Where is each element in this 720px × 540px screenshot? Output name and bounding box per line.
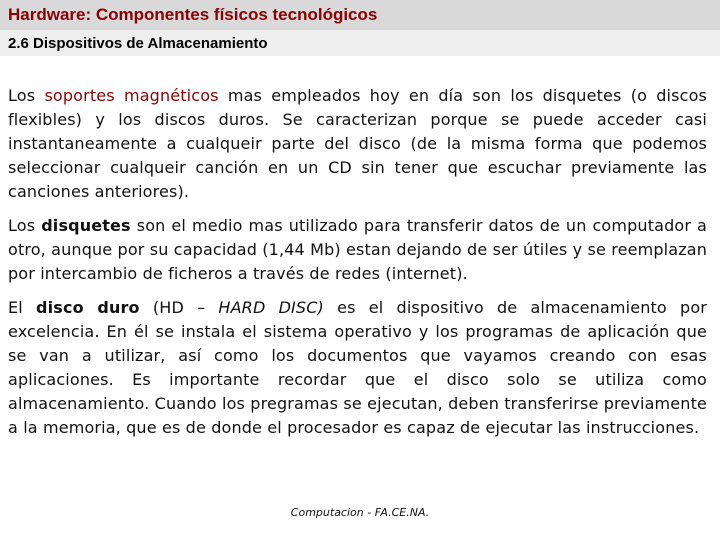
highlighted-term: soportes magnéticos: [44, 86, 219, 105]
paragraph-lead: Los: [8, 86, 45, 105]
italic-term: HARD DISC): [218, 298, 324, 317]
paragraph-text: es el dispositivo de almacenamiento por excelencia. En él se instala el sistema operativo y los programas de aplicación que se van a utilizar, así como los documentos que vayamos creando con esas aplicaciones. Es importante recordar que el disco solo se utiliza como almacenamiento. Cuando los pregramas se ejecutan, deben transferirse previamente a la memoria, que es de donde el procesador es capaz de ejecutar las instrucciones.: [8, 298, 708, 437]
footer-text: Computacion - FA.CE.NA.: [290, 506, 430, 519]
paragraph-text: mas empleados hoy en día son los disquetes (o discos flexibles) y los discos duros. Se caracterizan porque se puede acceder casi instantaneamente a cualqueir parte del disco (de la misma forma que podemos seleccionar cualqueir canción en un CD sin tener que escuchar previamente las canciones anteriores).: [8, 86, 708, 201]
bold-term: disquetes: [41, 216, 131, 235]
paragraph-floppy-disks: [8, 214, 707, 286]
paragraph-text: son el medio mas utilizado para transferir datos de un computador a otro, aunque por su capacidad (1,44 Mb) estan dejando de ser útiles y se reemplazan por intercambio de ficheros a través de redes (internet).: [8, 216, 707, 283]
slide-title-bar: [0, 0, 720, 30]
slide-footer: [0, 506, 720, 519]
bold-term: disco duro: [36, 298, 140, 317]
paragraph-lead: El: [8, 298, 37, 317]
paragraph-lead: Los: [8, 216, 42, 235]
slide-subtitle-bar: [0, 30, 720, 56]
slide-subtitle: 2.6 Dispositivos de Almacenamiento: [8, 35, 268, 52]
slide-title: Hardware: Componentes físicos tecnológicos: [8, 5, 378, 24]
paragraph-magnetic-media: [8, 84, 707, 204]
slide-body: [8, 84, 707, 450]
paragraph-hard-disk: [8, 296, 707, 440]
paragraph-mid: (HD –: [139, 298, 219, 317]
